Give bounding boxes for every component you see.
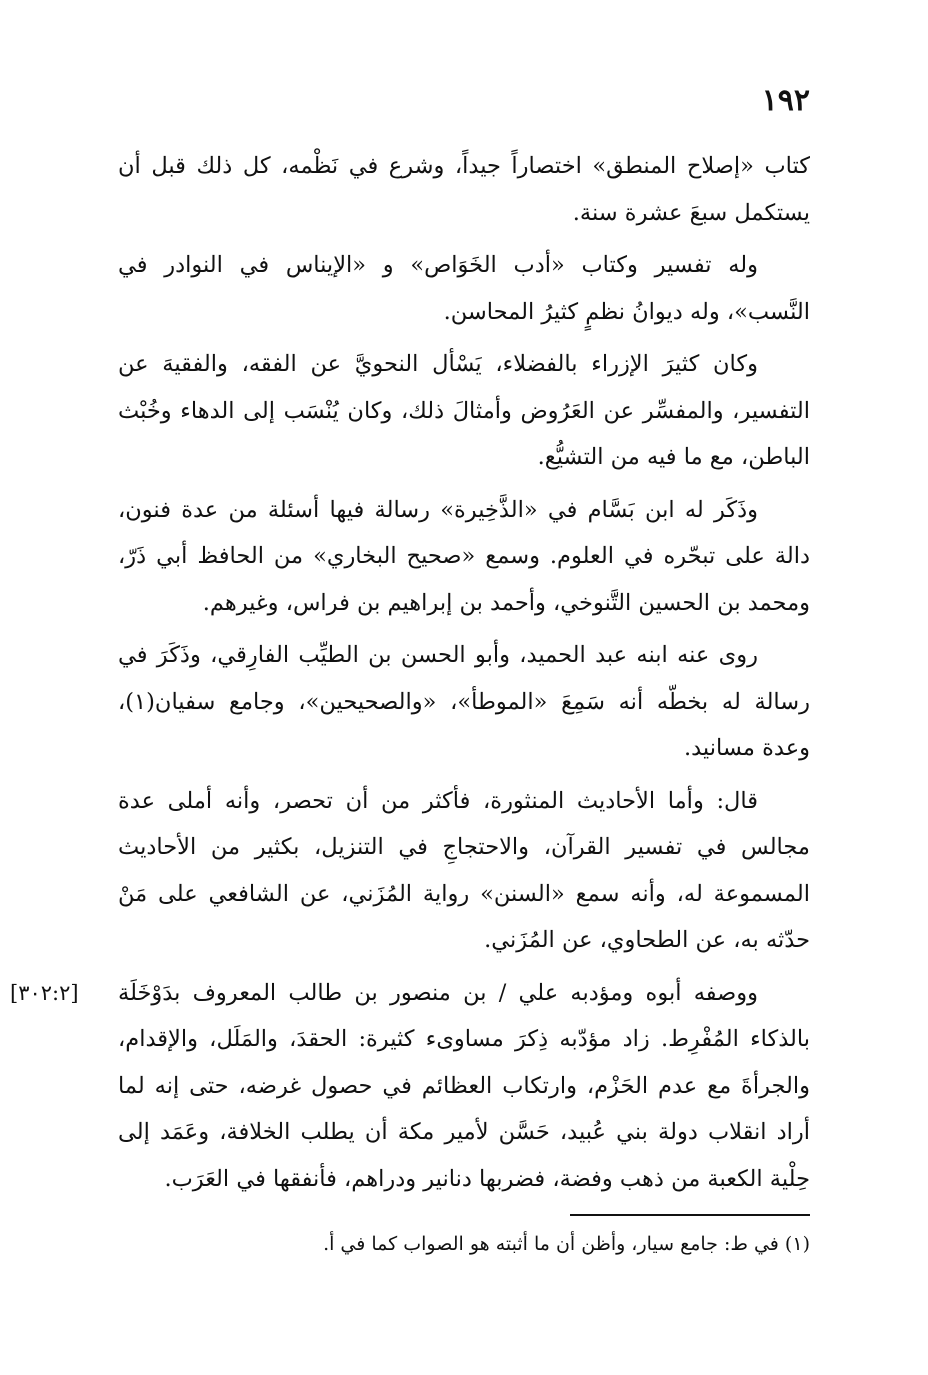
margin-reference: [٣٠٢:٢] (10, 980, 79, 1005)
paragraph-4: وذَكَر له ابن بَسَّام في «الذَّخِيرة» رسالة فيها أسئلة من عدة فنون، دالة على تبحّره في العلوم. وسمع «صحيح البخاري» من الحافظ أبي ذَرّ، ومحمد بن الحسين التَّنوخي، وأحمد بن إبراهيم بن فراس، وغيرهم. (118, 496, 810, 616)
paragraph-5: روى عنه ابنه عبد الحميد، وأبو الحسن بن الطيِّب الفارِقي، وذَكَرَ في رسالة له بخطّه أنه سَمِعَ «الموطأ»، «والصحيحين»، وجامع سفيان(١)، وعدة مسانيد. (118, 642, 810, 761)
page-number: ١٩٢ (761, 83, 810, 118)
paragraph-1: كتاب «إصلاح المنطق» اختصاراً جيداً، وشرع في نَظْمه، كل ذلك قبل أن يستكمل سبعَ عشرة سنة. (118, 153, 810, 226)
footnote-divider (570, 1214, 810, 1216)
paragraph-7: ووصفه أبوه ومؤدبه علي / بن منصور بن طالب المعروف بدَوْخَلَة بالذكاء المُفْرِط. زاد مؤدّبه ذِكرَ مساوىء كثيرة: الحقدَ، والمَلَل، والإقدام، والجرأةَ مع عدم الحَزْم، وارتكاب العظائم في حصول غرضه، حتى إنه لما أراد انقلاب دولة بني عُبيد، حَسَّن لأمير مكة أن يطلب الخلافة، وعَمَد إلى حِلْية الكعبة من ذهب وفضة، فضربها دنانير ودراهم، فأنفقها في العَرَب. (118, 979, 810, 1192)
paragraph-2: وله تفسير وكتاب «أدب الخَوَاص» و «الإيناس في النوادر في النَّسب»، وله ديوانُ نظمٍ كثيرُ المحاسن. (118, 252, 810, 325)
paragraph-6: قال: وأما الأحاديث المنثورة، فأكثر من أن تحصر، وأنه أملى عدة مجالس في تفسير القرآن، والاحتجاجِ في التنزيل، بكثير من الأحاديث المسموعة له، وأنه سمع «السنن» رواية المُزَني، عن الشافعي على مَنْ حدّثه به، عن الطحاوي، عن المُزَني. (118, 787, 810, 953)
paragraph-3: وكان كثيرَ الإزراء بالفضلاء، يَسْأل النحويَّ عن الفقه، والفقيهَ عن التفسير، والمفسِّر عن العَرُوض وأمثالَ ذلك، وكان يُنْسَب إلى الدهاء وخُبْث الباطن، مع ما فيه من التشيُّع. (118, 351, 810, 470)
paragraph-7-wrapper (10, 970, 810, 1203)
footnote-1: (١) في ط: جامع سيار، وأظن أن ما أثبته هو الصواب كما في أ. (323, 1233, 810, 1255)
main-text (10, 143, 810, 1208)
